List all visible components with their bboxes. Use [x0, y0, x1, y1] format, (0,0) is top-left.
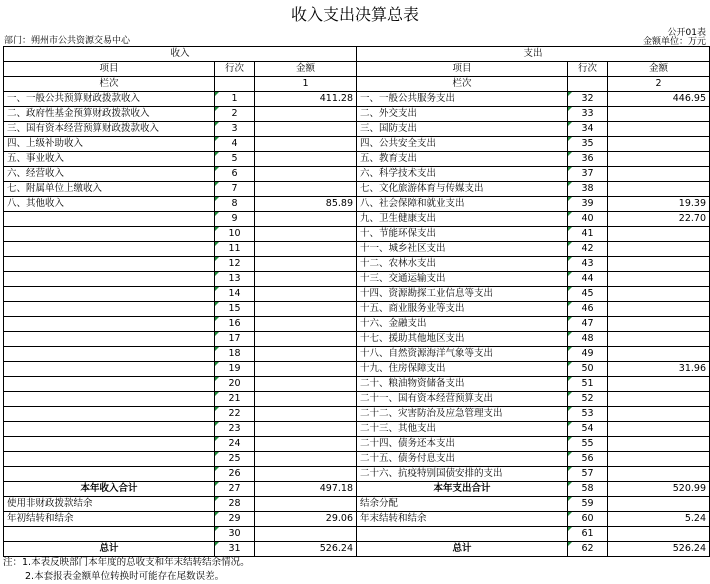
table-row [4, 257, 710, 272]
income-item: 年初结转和结余 [4, 512, 215, 527]
income-item [4, 362, 215, 377]
table-row [4, 407, 710, 422]
income-amount [255, 377, 357, 392]
expense-amount: 19.39 [608, 197, 710, 212]
expense-row-number: 44 [568, 272, 608, 287]
income-amount [255, 227, 357, 242]
expense-row-number: 40 [568, 212, 608, 227]
income-row-number: 16 [215, 317, 255, 332]
expense-row-number: 61 [568, 527, 608, 542]
income-item [4, 317, 215, 332]
expense-amount [608, 272, 710, 287]
expense-item: 本年支出合计 [357, 482, 568, 497]
income-row-number: 23 [215, 422, 255, 437]
expense-item: 十七、援助其他地区支出 [357, 332, 568, 347]
income-col-label: 栏次 [4, 77, 215, 92]
income-item [4, 422, 215, 437]
expense-item: 十三、交通运输支出 [357, 272, 568, 287]
income-amount [255, 362, 357, 377]
income-amount-header: 金额 [255, 62, 357, 77]
expense-amount [608, 257, 710, 272]
expense-item: 六、科学技术支出 [357, 167, 568, 182]
income-item [4, 242, 215, 257]
expense-item: 十六、金融支出 [357, 317, 568, 332]
income-row-number: 1 [215, 92, 255, 107]
income-row-number: 26 [215, 467, 255, 482]
table-row [4, 542, 710, 557]
income-item [4, 407, 215, 422]
income-section-header: 收入 [4, 47, 357, 62]
income-amount [255, 107, 357, 122]
income-row-header: 行次 [215, 62, 255, 77]
expense-amount [608, 467, 710, 482]
table-row [4, 392, 710, 407]
income-row-number: 9 [215, 212, 255, 227]
expense-row-number: 53 [568, 407, 608, 422]
expense-amount [608, 317, 710, 332]
expense-item: 十五、商业服务业等支出 [357, 302, 568, 317]
expense-amount [608, 407, 710, 422]
table-row [4, 227, 710, 242]
income-item [4, 212, 215, 227]
expense-row-number: 34 [568, 122, 608, 137]
income-row-number: 4 [215, 137, 255, 152]
income-item: 二、政府性基金预算财政拨款收入 [4, 107, 215, 122]
income-row-number: 8 [215, 197, 255, 212]
income-amount [255, 167, 357, 182]
income-item [4, 302, 215, 317]
table-row [4, 347, 710, 362]
table-row [4, 152, 710, 167]
expense-amount: 526.24 [608, 542, 710, 557]
expense-amount [608, 122, 710, 137]
table-row [4, 122, 710, 137]
income-item: 六、经营收入 [4, 167, 215, 182]
table-row [4, 422, 710, 437]
income-item [4, 527, 215, 542]
income-row-number: 18 [215, 347, 255, 362]
table-row [4, 137, 710, 152]
expense-item: 三、国防支出 [357, 122, 568, 137]
table-row [4, 287, 710, 302]
income-row-number: 24 [215, 437, 255, 452]
income-row-number: 10 [215, 227, 255, 242]
expense-row-number: 43 [568, 257, 608, 272]
income-item: 本年收入合计 [4, 482, 215, 497]
expense-row-number: 54 [568, 422, 608, 437]
income-row-number: 20 [215, 377, 255, 392]
expense-item: 十九、住房保障支出 [357, 362, 568, 377]
expense-row-number: 37 [568, 167, 608, 182]
section-header-row [4, 47, 710, 62]
expense-amount [608, 347, 710, 362]
income-col-blank [215, 77, 255, 92]
income-item [4, 272, 215, 287]
income-col-number: 1 [255, 77, 357, 92]
expense-row-number: 62 [568, 542, 608, 557]
table-row [4, 437, 710, 452]
expense-col-number: 2 [608, 77, 710, 92]
income-item: 三、国有资本经营预算财政拨款收入 [4, 122, 215, 137]
table-row [4, 362, 710, 377]
expense-row-number: 49 [568, 347, 608, 362]
income-row-number: 30 [215, 527, 255, 542]
expense-amount: 5.24 [608, 512, 710, 527]
expense-amount [608, 332, 710, 347]
expense-item-header: 项目 [357, 62, 568, 77]
expense-col-blank [568, 77, 608, 92]
income-item [4, 287, 215, 302]
expense-amount [608, 392, 710, 407]
income-amount [255, 272, 357, 287]
expense-item: 十一、城乡社区支出 [357, 242, 568, 257]
expense-item: 二十三、其他支出 [357, 422, 568, 437]
income-item [4, 392, 215, 407]
unit-label: 金额单位：万元 [642, 37, 706, 47]
table-row [4, 497, 710, 512]
expense-row-number: 57 [568, 467, 608, 482]
income-row-number: 11 [215, 242, 255, 257]
table-row [4, 527, 710, 542]
expense-row-number: 59 [568, 497, 608, 512]
expense-amount [608, 527, 710, 542]
expense-row-number: 52 [568, 392, 608, 407]
income-amount [255, 182, 357, 197]
expense-row-number: 50 [568, 362, 608, 377]
income-amount [255, 242, 357, 257]
expense-row-number: 60 [568, 512, 608, 527]
expense-amount [608, 167, 710, 182]
income-amount [255, 452, 357, 467]
table-row [4, 242, 710, 257]
income-amount [255, 332, 357, 347]
expense-item: 九、卫生健康支出 [357, 212, 568, 227]
expense-amount: 446.95 [608, 92, 710, 107]
income-item [4, 467, 215, 482]
income-row-number: 15 [215, 302, 255, 317]
expense-item: 二十四、债务还本支出 [357, 437, 568, 452]
expense-row-number: 35 [568, 137, 608, 152]
expense-amount [608, 182, 710, 197]
expense-row-number: 47 [568, 317, 608, 332]
note-1: 注：1.本表反映部门本年度的总收支和年末结转结余情况。 [3, 557, 250, 568]
table-row [4, 92, 710, 107]
expense-row-number: 38 [568, 182, 608, 197]
income-item: 四、上级补助收入 [4, 137, 215, 152]
table-row [4, 302, 710, 317]
income-item [4, 332, 215, 347]
income-row-number: 29 [215, 512, 255, 527]
table-row [4, 452, 710, 467]
expense-amount [608, 302, 710, 317]
report-title: 收入支出决算总表 [290, 5, 419, 24]
column-number-row [4, 77, 710, 92]
income-amount [255, 347, 357, 362]
form-number: 公开01表 [667, 28, 706, 38]
expense-section-header: 支出 [357, 47, 710, 62]
income-item-header: 项目 [4, 62, 215, 77]
expense-item: 十四、资源勘探工业信息等支出 [357, 287, 568, 302]
expense-amount [608, 287, 710, 302]
expense-amount [608, 437, 710, 452]
expense-amount: 22.70 [608, 212, 710, 227]
expense-item: 一、一般公共服务支出 [357, 92, 568, 107]
income-amount [255, 302, 357, 317]
expense-item: 二十二、灾害防治及应急管理支出 [357, 407, 568, 422]
table-row [4, 107, 710, 122]
budget-table [3, 46, 710, 557]
income-row-number: 28 [215, 497, 255, 512]
expense-amount [608, 137, 710, 152]
expense-item: 二十一、国有资本经营预算支出 [357, 392, 568, 407]
income-item [4, 452, 215, 467]
income-amount: 497.18 [255, 482, 357, 497]
expense-item: 四、公共安全支出 [357, 137, 568, 152]
income-amount [255, 497, 357, 512]
income-row-number: 25 [215, 452, 255, 467]
table-row [4, 482, 710, 497]
income-amount: 85.89 [255, 197, 357, 212]
income-amount [255, 407, 357, 422]
expense-row-number: 42 [568, 242, 608, 257]
expense-amount-header: 金额 [608, 62, 710, 77]
expense-item: 年末结转和结余 [357, 512, 568, 527]
expense-amount [608, 497, 710, 512]
income-row-number: 27 [215, 482, 255, 497]
table-row [4, 212, 710, 227]
table-row [4, 377, 710, 392]
table-row [4, 182, 710, 197]
expense-item: 二十、粮油物资储备支出 [357, 377, 568, 392]
expense-amount: 520.99 [608, 482, 710, 497]
expense-item [357, 527, 568, 542]
table-row [4, 197, 710, 212]
income-row-number: 12 [215, 257, 255, 272]
expense-item: 二十五、债务付息支出 [357, 452, 568, 467]
table-row [4, 332, 710, 347]
income-item: 七、附属单位上缴收入 [4, 182, 215, 197]
income-row-number: 7 [215, 182, 255, 197]
expense-item: 十、节能环保支出 [357, 227, 568, 242]
expense-item: 十二、农林水支出 [357, 257, 568, 272]
expense-amount [608, 107, 710, 122]
note-2: 2.本套报表金额单位转换时可能存在尾数误差。 [25, 571, 225, 582]
income-row-number: 31 [215, 542, 255, 557]
income-amount [255, 287, 357, 302]
expense-row-number: 55 [568, 437, 608, 452]
expense-row-header: 行次 [568, 62, 608, 77]
department-label: 部门：朔州市公共资源交易中心 [4, 36, 131, 46]
expense-row-number: 33 [568, 107, 608, 122]
income-item: 使用非财政拨款结余 [4, 497, 215, 512]
income-amount [255, 152, 357, 167]
expense-row-number: 45 [568, 287, 608, 302]
notes [3, 556, 250, 584]
income-amount [255, 317, 357, 332]
expense-amount [608, 377, 710, 392]
expense-row-number: 46 [568, 302, 608, 317]
expense-row-number: 58 [568, 482, 608, 497]
income-item [4, 227, 215, 242]
expense-item: 总计 [357, 542, 568, 557]
expense-item: 二、外交支出 [357, 107, 568, 122]
income-amount [255, 437, 357, 452]
expense-amount [608, 227, 710, 242]
expense-row-number: 32 [568, 92, 608, 107]
income-row-number: 19 [215, 362, 255, 377]
expense-amount [608, 452, 710, 467]
income-item [4, 377, 215, 392]
income-item [4, 437, 215, 452]
table-row [4, 317, 710, 332]
income-item: 总计 [4, 542, 215, 557]
income-row-number: 2 [215, 107, 255, 122]
income-amount [255, 467, 357, 482]
income-row-number: 5 [215, 152, 255, 167]
expense-amount [608, 422, 710, 437]
income-amount [255, 137, 357, 152]
income-amount [255, 212, 357, 227]
column-header-row [4, 62, 710, 77]
income-row-number: 13 [215, 272, 255, 287]
expense-row-number: 56 [568, 452, 608, 467]
expense-amount: 31.96 [608, 362, 710, 377]
table-row [4, 467, 710, 482]
table-row [4, 512, 710, 527]
income-amount [255, 422, 357, 437]
expense-item: 结余分配 [357, 497, 568, 512]
income-amount: 526.24 [255, 542, 357, 557]
expense-item: 七、文化旅游体育与传媒支出 [357, 182, 568, 197]
income-row-number: 17 [215, 332, 255, 347]
income-item: 八、其他收入 [4, 197, 215, 212]
expense-row-number: 39 [568, 197, 608, 212]
income-item [4, 347, 215, 362]
income-item: 一、一般公共预算财政拨款收入 [4, 92, 215, 107]
income-row-number: 6 [215, 167, 255, 182]
income-row-number: 14 [215, 287, 255, 302]
expense-item: 八、社会保障和就业支出 [357, 197, 568, 212]
income-amount: 29.06 [255, 512, 357, 527]
income-amount [255, 122, 357, 137]
expense-item: 二十六、抗疫特别国债安排的支出 [357, 467, 568, 482]
income-row-number: 3 [215, 122, 255, 137]
expense-row-number: 41 [568, 227, 608, 242]
expense-item: 十八、自然资源海洋气象等支出 [357, 347, 568, 362]
income-amount [255, 257, 357, 272]
income-amount: 411.28 [255, 92, 357, 107]
table-row [4, 272, 710, 287]
income-row-number: 21 [215, 392, 255, 407]
expense-row-number: 48 [568, 332, 608, 347]
income-row-number: 22 [215, 407, 255, 422]
expense-item: 五、教育支出 [357, 152, 568, 167]
expense-col-label: 栏次 [357, 77, 568, 92]
expense-row-number: 36 [568, 152, 608, 167]
expense-amount [608, 242, 710, 257]
income-amount [255, 392, 357, 407]
income-amount [255, 527, 357, 542]
income-item [4, 257, 215, 272]
expense-row-number: 51 [568, 377, 608, 392]
table-row [4, 167, 710, 182]
income-item: 五、事业收入 [4, 152, 215, 167]
expense-amount [608, 152, 710, 167]
